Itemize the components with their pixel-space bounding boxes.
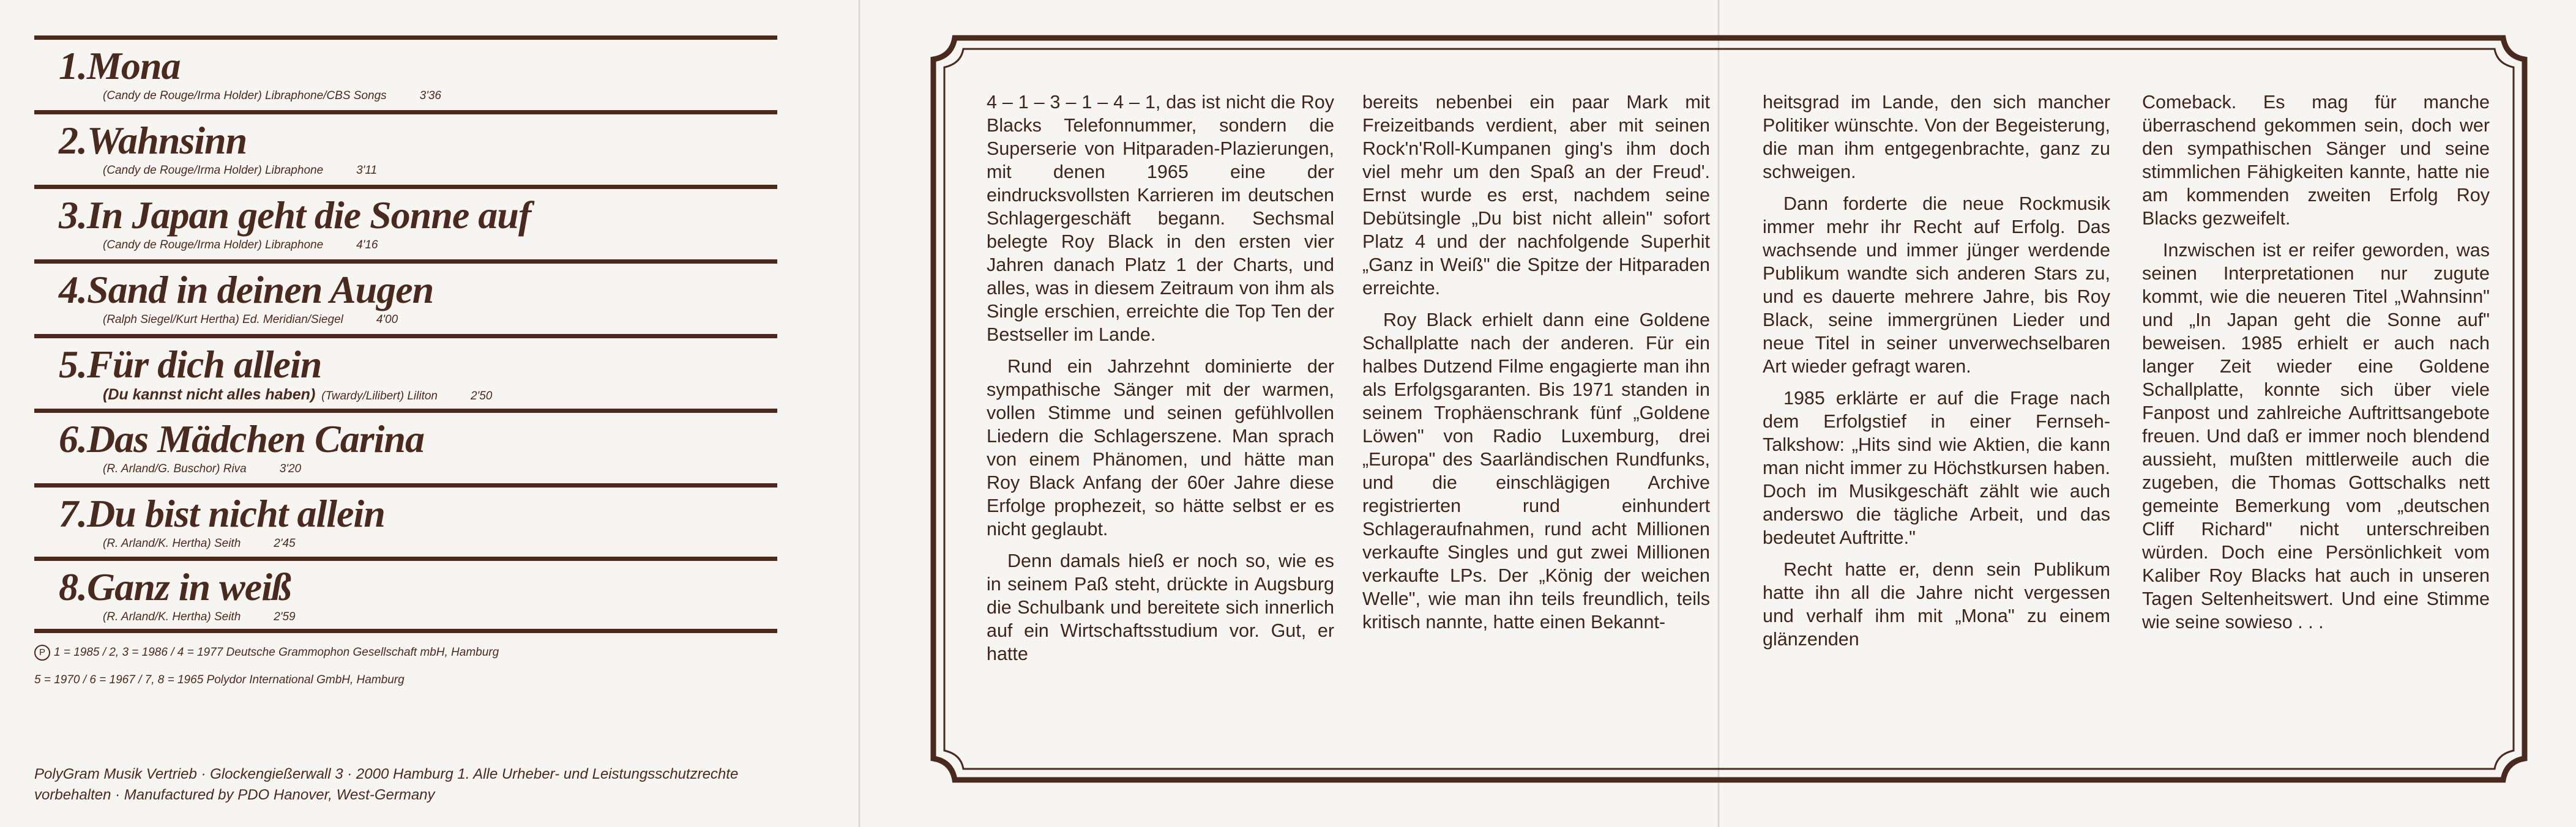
track-credit: (R. Arland/G. Buschor) Riva 3'20 bbox=[103, 462, 302, 475]
paragraph: Comeback. Es mag für manche überraschend gekommen sein, doch wer den sympathischen Sänger und seine stimmlichen Fähigkeiten kannte, hatte nie am kommenden zweiten Erfolg Roy Blacks gezweifelt. bbox=[2142, 92, 2490, 229]
track-title: 8.Ganz in weiß bbox=[59, 565, 291, 609]
text-column-4 bbox=[2142, 91, 2490, 642]
paragraph: Recht hatte er, denn sein Publikum hatte ihn all die Jahre nicht vergessen und verhalf ihm mit „Mona" zu einem glänzenden bbox=[1763, 559, 2110, 650]
track-duration: 4'16 bbox=[356, 239, 378, 251]
label-info: PolyGram Musik Vertrieb · Glockengießerwall 3 · 2000 Hamburg 1. Alle Urheber- und Leistungsschutzrechte bbox=[34, 766, 739, 782]
track-duration: 2'45 bbox=[274, 537, 296, 550]
track-credit: (Candy de Rouge/Irma Holder) Libraphone 3'11 bbox=[103, 164, 378, 177]
track-title: 2.Wahnsinn bbox=[59, 119, 247, 162]
track-credit: (R. Arland/K. Hertha) Seith 2'59 bbox=[103, 610, 296, 623]
text-column-2 bbox=[1362, 91, 1710, 642]
label-info: vorbehalten · Manufactured by PDO Hanover, West-Germany bbox=[34, 787, 435, 803]
paragraph: heitsgrad im Lande, den sich mancher Politiker wünschte. Von der Begeisterung, die man ihm entgegenbrachte, ganz zu schweigen. bbox=[1763, 92, 2110, 182]
copyright-line: P 1 = 1985 / 2, 3 = 1986 / 4 = 1977 Deutsche Grammophon Gesellschaft mbH, Hamburg bbox=[34, 645, 781, 661]
paragraph: Rund ein Jahrzehnt dominierte der sympathische Sänger mit der warmen, vollen Stimme und seinen gefühlvollen Liedern die Schlagerszene. Man sprach von einem Phänomen, und hätte man Roy Black Anfang der 60er Jahre diese Erfolge prophezeit, so hätte selbst er es nicht geglaubt. bbox=[987, 356, 1334, 540]
track-credit: (Du kannst nicht alles haben) (Twardy/Lilibert) Liliton 2'50 bbox=[103, 386, 493, 403]
paragraph: bereits nebenbei ein paar Mark mit Freizeitbands verdient, aber mit seinen Rock'n'Roll-Kumpanen ging's ihm doch viel mehr um den Spaß an der Freud'. Ernst wurde es erst, nachdem seine Debütsingle „Du bist nicht allein" sofort Platz 4 und der nachfolgende Superhit „Ganz in Weiß" die Spitze der Hitparaden erreichte. bbox=[1362, 92, 1710, 299]
track-title: 6.Das Mädchen Carina bbox=[59, 417, 424, 461]
paragraph: Roy Black erhielt dann eine Goldene Schallplatte nach der anderen. Für ein halbes Dutzend Filme engagierte man ihn als Erfolgsgaranten. Bis 1971 standen in seinem Trophäenschrank fünf „Goldene Löwen" von Radio Luxemburg, drei „Europa" des Saarländischen Rundfunks, und die einschlägigen Archive registrierten rund einhundert Schlageraufnahmen, rund acht Millionen verkaufte Singles und gut zwei Millionen verkaufte LPs. Der „König der weichen Welle", wie man ihn teils freundlich, teils kritisch nannte, hatte einen Bekannt- bbox=[1362, 310, 1710, 632]
track-title: 1.Mona bbox=[59, 44, 181, 87]
track-duration: 3'11 bbox=[356, 164, 378, 177]
track-title: 3.In Japan geht die Sonne auf bbox=[59, 193, 531, 237]
paragraph: Inzwischen ist er reifer geworden, was seinen Interpretationen nur zugute kommt, wie die neueren Titel „Wahnsinn" und „In Japan geht die Sonne auf" beweisen. 1985 erhielt er auch nach langer Zeit wieder eine Goldene Schallplatte, konnte sich über viele Fanpost und zahlreiche Auftrittsangebote freuen. Und daß er immer noch blendend aussieht, mußten mittlerweile auch die zugeben, die Thomas Gottschalks nett gemeinte Bemerkung vom „deutschen Cliff Richard" nicht unterschreiben würden. Doch eine Persönlichkeit vom Kaliber Roy Blacks hat auch in unseren Tagen Seltenheitswert. Und eine Stimme wie seine sowieso . . . bbox=[2142, 240, 2490, 632]
phonogram-icon: P bbox=[34, 645, 50, 661]
track-duration: 3'36 bbox=[419, 89, 441, 102]
track-duration: 2'50 bbox=[470, 390, 493, 402]
track-credit: (Ralph Siegel/Kurt Hertha) Ed. Meridian/Siegel 4'00 bbox=[103, 313, 398, 326]
track-duration: 2'59 bbox=[274, 610, 296, 623]
copyright-line: 5 = 1970 / 6 = 1967 / 7, 8 = 1965 Polydor International GmbH, Hamburg bbox=[34, 673, 405, 686]
track-title: 7.Du bist nicht allein bbox=[59, 492, 385, 535]
paragraph: Dann forderte die neue Rockmusik immer mehr ihr Recht auf Erfolg. Das wachsende und immer jünger werdende Publikum wandte sich anderen Stars zu, und es dauerte mehrere Jahre, bis Roy Black, seine immergrünen Lieder und neue Titel in seiner unverwechselbaren Art wieder gefragt waren. bbox=[1763, 193, 2110, 377]
track-duration: 4'00 bbox=[376, 313, 398, 326]
track-title: 5.Für dich allein bbox=[59, 343, 322, 386]
track-credit: (Candy de Rouge/Irma Holder) Libraphone 4'16 bbox=[103, 239, 378, 251]
text-column-3 bbox=[1763, 91, 2110, 659]
paragraph: 1985 erklärte er auf die Frage nach dem Erfolgstief in einer Fernseh-Talkshow: „Hits sind wie Aktien, die kann man nicht immer zu Höchstkursen haben. Doch im Musikgeschäft zählt wie auch anderswo die tägliche Arbeit, und das bedeutet Auftritte." bbox=[1763, 388, 2110, 548]
paragraph: 4 – 1 – 3 – 1 – 4 – 1, das ist nicht die Roy Blacks Telefonnummer, sondern die Superserie von Hitparaden-Plazierungen, mit denen 1965 eine der eindrucksvollsten Karrieren im deutschen Schlagergeschäft begann. Sechsmal belegte Roy Black in den ersten vier Jahren danach Platz 1 der Charts, und alles, was in diesem Zeitraum von ihm als Single erschien, erreichte die Top Ten der Bestseller im Lande. bbox=[987, 92, 1334, 345]
track-title: 4.Sand in deinen Augen bbox=[59, 268, 434, 311]
track-duration: 3'20 bbox=[279, 462, 302, 475]
text-column-1 bbox=[987, 91, 1334, 674]
track-credit: (Candy de Rouge/Irma Holder) Libraphone/CBS Songs 3'36 bbox=[103, 89, 441, 102]
track-subtitle: (Du kannst nicht alles haben) bbox=[103, 386, 316, 403]
paragraph: Denn damals hieß er noch so, wie es in seinem Paß steht, drückte in Augsburg die Schulbank und bereitete sich innerlich auf ein Wirtschaftsstudium vor. Gut, er hatte bbox=[987, 551, 1334, 664]
track-credit: (R. Arland/K. Hertha) Seith 2'45 bbox=[103, 537, 296, 550]
